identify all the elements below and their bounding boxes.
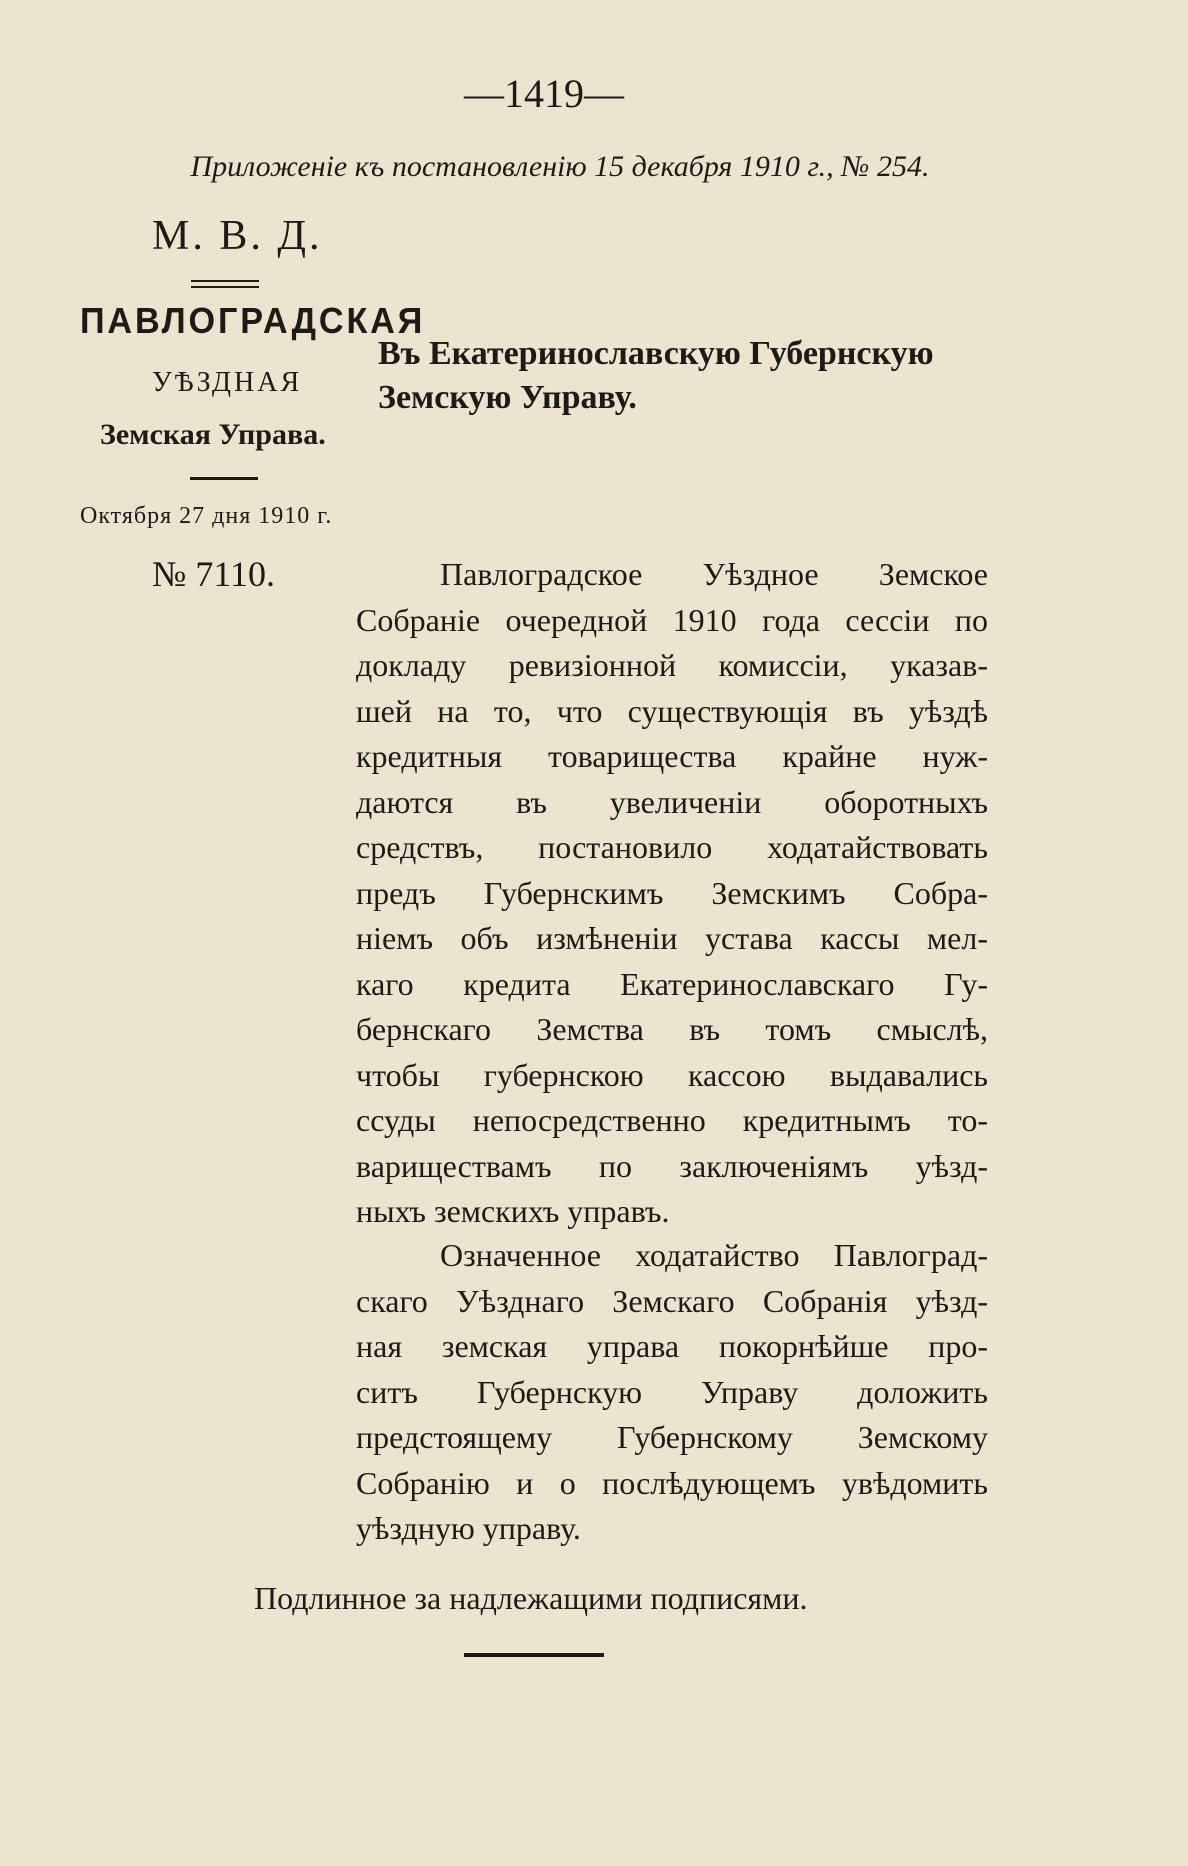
sender-divider (190, 477, 258, 480)
ministry-heading: М. В. Д. (152, 213, 323, 259)
text-line: предъ Губернскимъ Земскимъ Собра- (356, 874, 988, 911)
addressee-block (378, 332, 934, 420)
end-rule (464, 1653, 604, 1657)
sender-office-name: Земская Управа. (100, 418, 326, 451)
text-line: кредитныя товарищества крайне нуж- (356, 738, 988, 774)
text-line: каго кредита Екатеринославскаго Гу- (356, 965, 988, 1002)
text-line: чтобы губернскою кассою выдавались (356, 1056, 988, 1093)
letter-date: Октября 27 дня 1910 г. (80, 503, 333, 529)
text-line: ныхъ земскихъ управъ. (356, 1193, 670, 1229)
text-line: Павлоградское Уѣздное Земское (440, 556, 988, 592)
closing-note: Подлинное за надлежащими подписями. (254, 1580, 808, 1616)
text-line: докладу ревизіонной комиссіи, указав- (356, 647, 988, 683)
text-line: предстоящему Губернскому Земскому (356, 1419, 988, 1455)
addressee-line: Земскую Управу. (378, 379, 637, 416)
text-line: ніемъ объ измѣненіи устава кассы мел- (356, 920, 988, 956)
text-line: скаго Уѣзднаго Земскаго Собранія уѣзд- (356, 1282, 988, 1319)
appendix-note: Приложеніе къ постановленію 15 декабря 1910 г., № 254. (190, 150, 930, 183)
letter-number: № 7110. (152, 554, 276, 594)
text-line: средствъ, постановило ходатайствовать (356, 829, 988, 865)
body-paragraph-1 (356, 552, 988, 1235)
text-line: ситъ Губернскую Управу доложить (356, 1373, 988, 1410)
sender-office-title: ПАВЛОГРАДСКАЯ (80, 300, 426, 341)
double-rule-bottom (191, 286, 259, 288)
text-line: Собраніе очередной 1910 года сессіи по (356, 601, 988, 638)
text-line: вариществамъ по заключеніямъ уѣзд- (356, 1147, 988, 1184)
text-line: уѣздную управу. (356, 1510, 581, 1546)
text-line: бернскаго Земства въ томъ смыслѣ, (356, 1011, 988, 1047)
text-line: даются въ увеличеніи оборотныхъ (356, 783, 988, 820)
text-line: ссуды непосредственно кредитнымъ то- (356, 1102, 988, 1138)
double-rule-top (191, 280, 259, 282)
text-line: Означенное ходатайство Павлоград- (440, 1237, 988, 1273)
text-line: шей на то, что существующія въ уѣздѣ (356, 692, 988, 729)
text-line: Собранію и о послѣдующемъ увѣдомить (356, 1464, 988, 1501)
page-number: —1419— (464, 71, 624, 116)
text-line: ная земская управа покорнѣйше про- (356, 1328, 988, 1364)
addressee-line: Въ Екатеринославскую Губернскую (378, 335, 934, 372)
body-paragraph-2 (356, 1233, 988, 1552)
sender-office-subtitle: УѢЗДНАЯ (152, 367, 303, 398)
